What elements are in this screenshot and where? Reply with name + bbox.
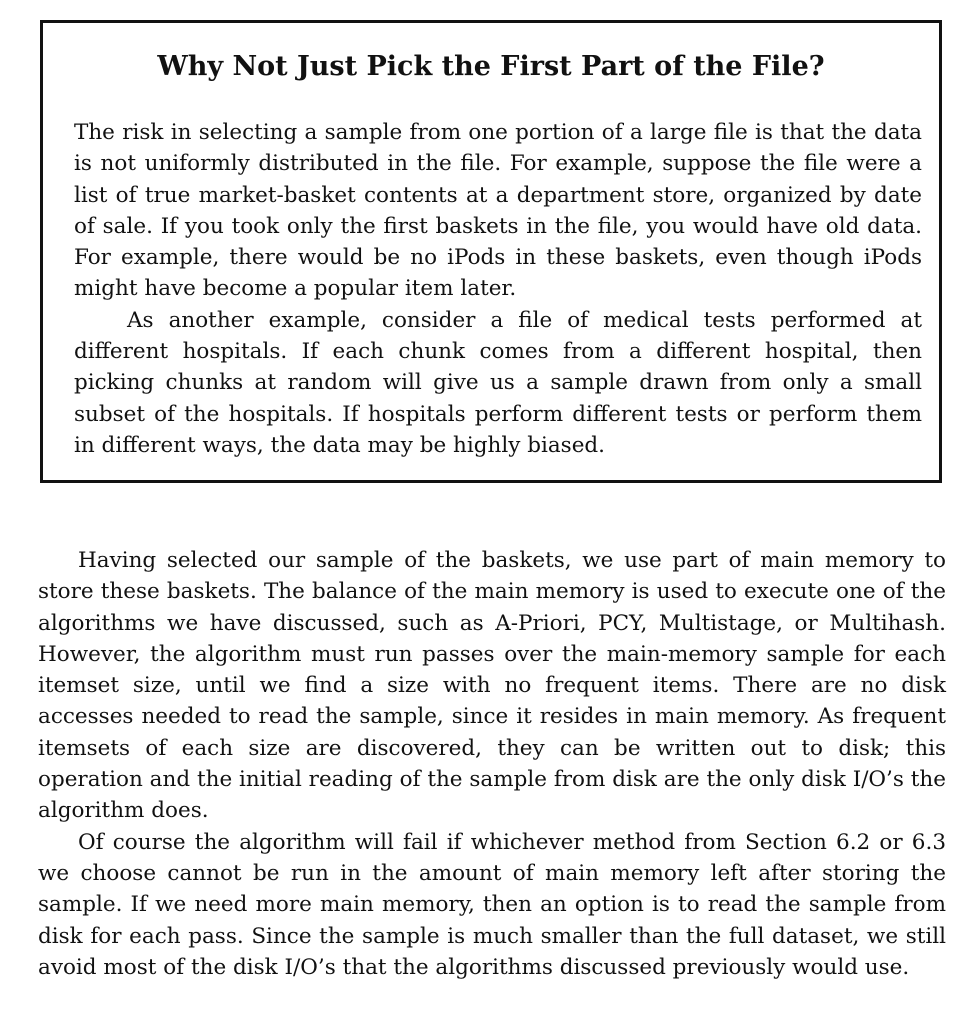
- sidebar-box: [40, 20, 942, 483]
- sidebar-title: Why Not Just Pick the First Part of the File?: [157, 51, 825, 82]
- main-text: [38, 545, 946, 983]
- body-paragraph: Of course the algorithm will fail if whichever method from Section 6.2 or 6.3 we choose cannot be run in the amount of main memory left after storing the sample. If we need more main memory, then an option is to read the sample from disk for each pass. Since the sample is much smaller than the full dataset, we still avoid most of the disk I/O’s that the algorithms discussed previously would use.: [38, 829, 946, 980]
- sidebar-paragraph: As another example, consider a file of medical tests performed at different hospitals. If each chunk comes from a different hospital, then picking chunks at random will give us a sample drawn from only a small subset of the hospitals. If hospitals perform different tests or perform them in different ways, the data may be highly biased.: [74, 307, 922, 458]
- sidebar-paragraph: The risk in selecting a sample from one portion of a large file is that the data is not uniformly distributed in the file. For example, suppose the file were a list of true market-basket contents at a department store, organized by date of sale. If you took only the first baskets in the file, you would have old data. For example, there would be no iPods in these baskets, even though iPods might have become a popular item later.: [74, 120, 922, 302]
- body-paragraph: Having selected our sample of the baskets, we use part of main memory to store these baskets. The balance of the main memory is used to execute one of the algorithms we have discussed, such as A-Priori, PCY, Multistage, or Multihash. However, the algorithm must run passes over the main-memory sample for each itemset size, until we find a size with no frequent items. There are no disk accesses needed to read the sample, since it resides in main memory. As frequent itemsets of each size are discovered, they can be written out to disk; this operation and the initial reading of the sample from disk are the only disk I/O’s the algorithm does.: [38, 548, 946, 824]
- sidebar-body: [74, 117, 922, 461]
